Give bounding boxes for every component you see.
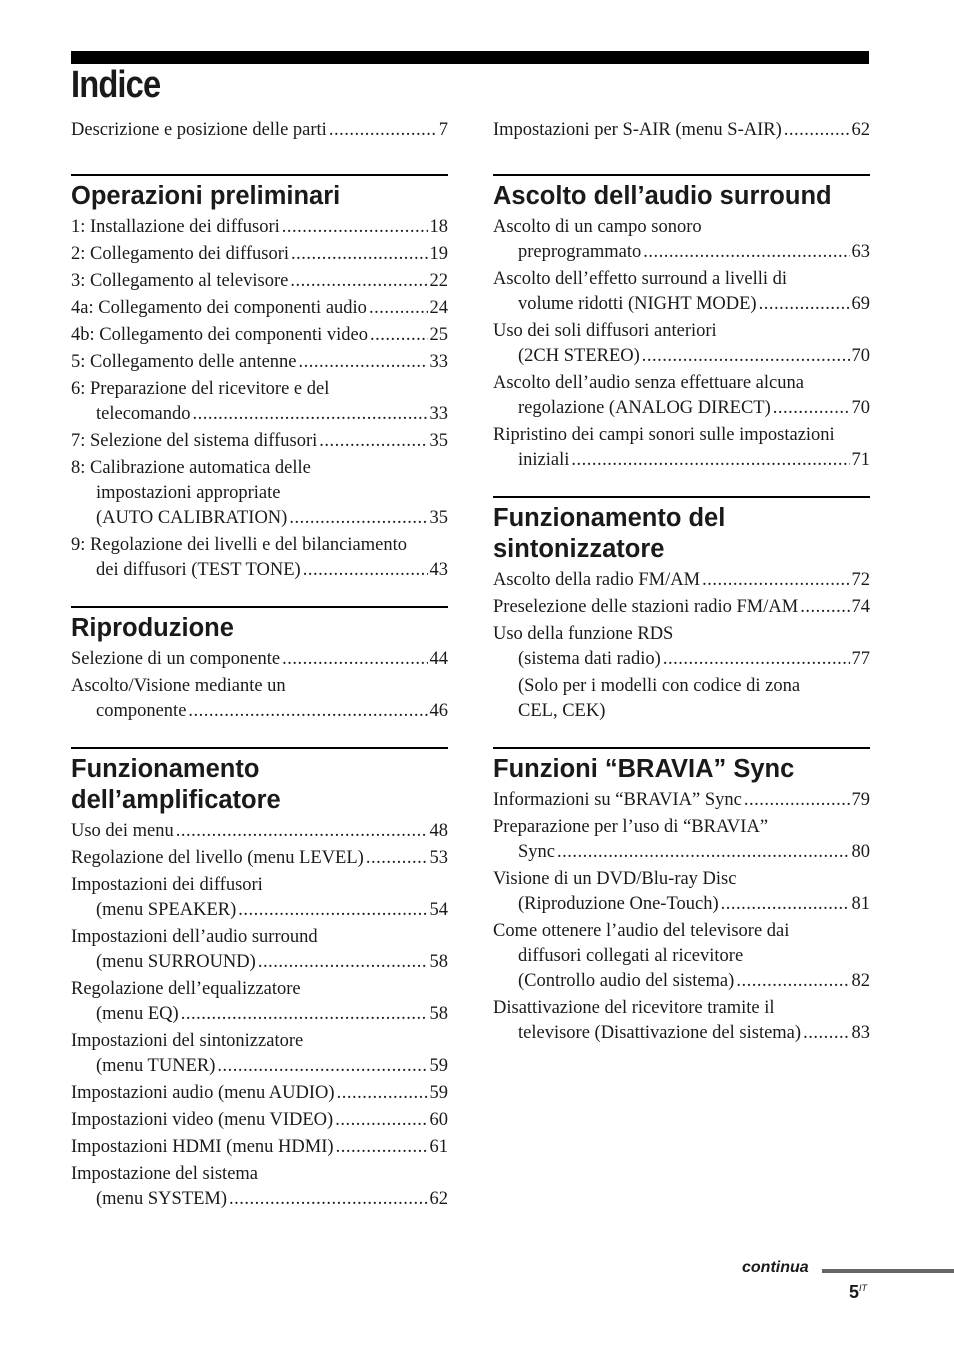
section-heading: Ascolto dell’audio surround — [493, 182, 832, 210]
toc-entry-line — [71, 269, 448, 294]
dot-leader — [319, 429, 427, 454]
toc-entry-line — [71, 1135, 448, 1160]
toc-entry[interactable] — [71, 977, 448, 1027]
toc-entry-line — [493, 396, 870, 421]
toc-section — [71, 118, 448, 143]
toc-entry[interactable] — [71, 1029, 448, 1079]
dot-leader — [800, 595, 849, 620]
toc-page-number: 58 — [429, 1004, 448, 1024]
toc-entry[interactable] — [71, 118, 448, 143]
toc-entry[interactable] — [71, 1162, 448, 1212]
toc-entry[interactable] — [493, 815, 870, 865]
dot-leader — [721, 892, 850, 917]
toc-left-column — [71, 118, 448, 1214]
toc-page-number: 82 — [851, 971, 870, 991]
toc-entry-line — [71, 118, 448, 143]
section-rule — [71, 606, 448, 608]
toc-entry-line — [71, 456, 448, 481]
toc-note: (Solo per i modelli con codice di zona — [518, 676, 801, 696]
toc-entry[interactable] — [493, 371, 870, 421]
section-heading: Funzioni “BRAVIA” Sync — [493, 755, 795, 783]
toc-entry[interactable] — [71, 674, 448, 724]
section-rule — [493, 747, 870, 749]
toc-entry-text: preprogrammato — [518, 242, 642, 262]
toc-entry-text: Ascolto/Visione mediante un — [71, 676, 286, 696]
toc-page-number: 81 — [851, 894, 870, 914]
toc-right-column — [493, 118, 870, 1048]
toc-entry[interactable] — [71, 1081, 448, 1106]
toc-page-number: 59 — [429, 1083, 448, 1103]
toc-entry-line — [493, 944, 870, 969]
toc-entry-line — [71, 1108, 448, 1133]
dot-leader — [642, 344, 850, 369]
toc-entry[interactable] — [71, 323, 448, 348]
toc-entry-text: 2: Collegamento dei diffusori — [71, 244, 290, 264]
toc-page-number: 33 — [429, 352, 448, 372]
toc-entry-line — [493, 1021, 870, 1046]
dot-leader — [303, 558, 428, 583]
toc-entry[interactable] — [493, 267, 870, 317]
dot-leader — [176, 819, 428, 844]
section-heading: Riproduzione — [71, 614, 234, 642]
toc-entry-text: Impostazioni audio (menu AUDIO) — [71, 1083, 335, 1103]
section-heading: Funzionamento del sintonizzatore — [493, 504, 726, 563]
toc-entry-text: (Controllo audio del sistema) — [518, 971, 735, 991]
dot-leader — [282, 647, 427, 672]
toc-section — [71, 174, 448, 583]
toc-entry-text: Informazioni su “BRAVIA” Sync — [493, 790, 742, 810]
toc-entry-line — [493, 448, 870, 473]
toc-entry-text: 8: Calibrazione automatica delle — [71, 458, 311, 478]
toc-page-number: 80 — [851, 842, 870, 862]
toc-entry-line — [493, 292, 870, 317]
toc-entry-text: Preselezione delle stazioni radio FM/AM — [493, 597, 799, 617]
toc-entry-line — [493, 344, 870, 369]
toc-page-number: 58 — [429, 952, 448, 972]
toc-entry-text: dei diffusori (TEST TONE) — [96, 560, 301, 580]
dot-leader — [335, 1108, 427, 1133]
dot-leader — [803, 1021, 849, 1046]
toc-entry-text: Ascolto dell’audio senza effettuare alcuna — [493, 373, 804, 393]
dot-leader — [258, 950, 428, 975]
toc-entry[interactable] — [71, 456, 448, 531]
toc-entry[interactable] — [493, 423, 870, 473]
toc-entry-text: Uso della funzione RDS — [493, 624, 674, 644]
toc-entry-text: Visione di un DVD/Blu-ray Disc — [493, 869, 737, 889]
toc-entry[interactable] — [71, 925, 448, 975]
toc-entry-line — [71, 402, 448, 427]
toc-entry-line — [493, 240, 870, 265]
toc-entry[interactable] — [71, 296, 448, 321]
toc-page-number: 61 — [429, 1137, 448, 1157]
toc-entry-line — [71, 674, 448, 699]
toc-entry[interactable] — [71, 846, 448, 871]
toc-entry-line — [71, 323, 448, 348]
dot-leader — [571, 448, 849, 473]
toc-note: CEL, CEK) — [518, 701, 606, 721]
toc-page-number: 79 — [851, 790, 870, 810]
page-suffix: IT — [859, 1283, 868, 1293]
toc-entry[interactable] — [493, 867, 870, 917]
toc-entry-text: Preparazione per l’uso di “BRAVIA” — [493, 817, 769, 837]
toc-entry-text: 7: Selezione del sistema diffusori — [71, 431, 318, 451]
toc-page-number: 46 — [429, 701, 448, 721]
toc-entry-line — [493, 371, 870, 396]
dot-leader — [336, 1135, 428, 1160]
toc-entry-text: Ascolto dell’effetto surround a livelli di — [493, 269, 788, 289]
toc-page-number: 77 — [851, 649, 870, 669]
toc-page-number: 48 — [429, 821, 448, 841]
toc-page-number: 59 — [429, 1056, 448, 1076]
page-title: Indice — [71, 64, 161, 106]
toc-entry-line — [71, 873, 448, 898]
toc-entry-text: Uso dei menu — [71, 821, 174, 841]
toc-page-number: 63 — [851, 242, 870, 262]
toc-entry[interactable] — [71, 1135, 448, 1160]
toc-entry-text: (sistema dati radio) — [518, 649, 661, 669]
toc-entry[interactable] — [71, 269, 448, 294]
toc-entry-line — [71, 377, 448, 402]
toc-page-number: 25 — [429, 325, 448, 345]
toc-section — [71, 747, 448, 1212]
dot-leader — [291, 242, 427, 267]
toc-entry-text: Impostazioni del sintonizzatore — [71, 1031, 304, 1051]
toc-entry-text: Descrizione e posizione delle parti — [71, 120, 327, 140]
toc-section — [493, 174, 870, 473]
continua-rule — [822, 1269, 954, 1273]
dot-leader — [744, 788, 850, 813]
toc-entry-line — [493, 215, 870, 240]
toc-entry-text: Impostazioni dei diffusori — [71, 875, 263, 895]
toc-page-number: 62 — [429, 1189, 448, 1209]
dot-leader — [290, 269, 427, 294]
toc-entry-text: 4b: Collegamento dei componenti video — [71, 325, 368, 345]
dot-leader — [366, 846, 428, 871]
toc-entry-line — [71, 1054, 448, 1079]
toc-page-number: 43 — [429, 560, 448, 580]
toc-entry-line — [493, 319, 870, 344]
toc-entry-text: volume ridotti (NIGHT MODE) — [518, 294, 757, 314]
toc-entry-text: Impostazioni per S-AIR (menu S-AIR) — [493, 120, 782, 140]
section-rule — [493, 496, 870, 498]
toc-entry-line — [71, 481, 448, 506]
toc-entry-text: televisore (Disattivazione del sistema) — [518, 1023, 802, 1043]
toc-entry-text: (AUTO CALIBRATION) — [96, 508, 288, 528]
toc-entry[interactable] — [493, 788, 870, 813]
continua-label: continua — [742, 1259, 809, 1276]
toc-entry-text: 6: Preparazione del ricevitore e del — [71, 379, 330, 399]
toc-entry-text: impostazioni appropriate — [96, 483, 281, 503]
toc-entry-line — [493, 919, 870, 944]
toc-entry-text: 5: Collegamento delle antenne — [71, 352, 297, 372]
toc-entry-text: (menu TUNER) — [96, 1056, 216, 1076]
toc-entry-text: iniziali — [518, 450, 570, 470]
toc-section — [493, 118, 870, 143]
section-rule — [71, 174, 448, 176]
toc-entry-line — [493, 996, 870, 1021]
toc-entry[interactable] — [71, 873, 448, 923]
toc-entry-line — [493, 595, 870, 620]
toc-entry-line — [71, 699, 448, 724]
toc-entry-line — [71, 1162, 448, 1187]
toc-entry-line — [71, 429, 448, 454]
toc-section — [493, 747, 870, 1046]
toc-entry[interactable] — [493, 568, 870, 593]
toc-page-number: 74 — [851, 597, 870, 617]
toc-entry-text: Impostazioni HDMI (menu HDMI) — [71, 1137, 334, 1157]
toc-page-number: 33 — [429, 404, 448, 424]
toc-entry-line — [493, 840, 870, 865]
toc-page-number: 62 — [851, 120, 870, 140]
toc-entry[interactable] — [71, 429, 448, 454]
toc-entry-text: Impostazione del sistema — [71, 1164, 259, 1184]
page-number: $5^{IT}$ — [849, 1282, 868, 1302]
toc-entry[interactable] — [71, 533, 448, 583]
toc-entry-text: Selezione di un componente — [71, 649, 281, 669]
dot-leader — [181, 1002, 428, 1027]
toc-entry-line — [493, 969, 870, 994]
toc-entry-text: 4a: Collegamento dei componenti audio — [71, 298, 367, 318]
dot-leader — [784, 118, 850, 143]
dot-leader — [289, 506, 427, 531]
dot-leader — [773, 396, 850, 421]
toc-entry-line — [71, 558, 448, 583]
toc-entry-line — [71, 846, 448, 871]
toc-entry[interactable] — [71, 1108, 448, 1133]
dot-leader — [663, 647, 850, 672]
toc-section — [71, 606, 448, 724]
toc-entry-line — [71, 647, 448, 672]
toc-entry-line — [71, 950, 448, 975]
toc-page-number: 18 — [429, 217, 448, 237]
dot-leader — [759, 292, 850, 317]
dot-leader — [337, 1081, 428, 1106]
toc-entry-line — [71, 1081, 448, 1106]
toc-entry-text: Regolazione del livello (menu LEVEL) — [71, 848, 364, 868]
toc-page-number: 35 — [429, 431, 448, 451]
toc-entry-text: (Riproduzione One-Touch) — [518, 894, 719, 914]
toc-entry-line — [493, 788, 870, 813]
toc-entry-line — [493, 815, 870, 840]
toc-entry-text: Impostazioni video (menu VIDEO) — [71, 1110, 334, 1130]
dot-leader — [238, 898, 427, 923]
dot-leader — [193, 402, 428, 427]
dot-leader — [229, 1187, 427, 1212]
toc-entry-line — [71, 1002, 448, 1027]
section-heading: Funzionamento dell’amplificatore — [71, 755, 281, 814]
toc-entry-text: (menu SPEAKER) — [96, 900, 237, 920]
toc-entry[interactable] — [71, 647, 448, 672]
toc-page-number: 7 — [438, 120, 448, 140]
dot-leader — [369, 296, 428, 321]
toc-page-number: 35 — [429, 508, 448, 528]
toc-entry-text: (menu SYSTEM) — [96, 1189, 228, 1209]
toc-entry-text: Ripristino dei campi sonori sulle impostazioni — [493, 425, 835, 445]
toc-entry-text: (menu EQ) — [96, 1004, 179, 1024]
dot-leader — [329, 118, 437, 143]
toc-entry-line — [493, 892, 870, 917]
title-rule — [71, 51, 869, 64]
dot-leader — [702, 568, 849, 593]
toc-entry-line — [493, 423, 870, 448]
toc-entry-line — [493, 118, 870, 143]
section-heading: Operazioni preliminari — [71, 182, 341, 210]
toc-page-number: 24 — [429, 298, 448, 318]
toc-entry-text: (menu SURROUND) — [96, 952, 256, 972]
toc-entry[interactable] — [493, 996, 870, 1046]
toc-entry[interactable] — [71, 819, 448, 844]
toc-entry[interactable] — [71, 215, 448, 240]
toc-entry-line — [71, 898, 448, 923]
toc-entry-text: Regolazione dell’equalizzatore — [71, 979, 301, 999]
dot-leader — [299, 350, 428, 375]
toc-entry[interactable] — [493, 622, 870, 672]
toc-page-number: 53 — [429, 848, 448, 868]
toc-entry-line — [71, 977, 448, 1002]
toc-entry-text: 3: Collegamento al televisore — [71, 271, 289, 291]
toc-entry-text: (2CH STEREO) — [518, 346, 640, 366]
dot-leader — [217, 1054, 427, 1079]
toc-page-number: 54 — [429, 900, 448, 920]
toc-section — [493, 496, 870, 724]
section-rule — [71, 747, 448, 749]
toc-entry-text: Impostazioni dell’audio surround — [71, 927, 318, 947]
toc-entry-line — [493, 647, 870, 672]
toc-entry-text: Ascolto della radio FM/AM — [493, 570, 701, 590]
toc-entry-line — [493, 568, 870, 593]
toc-entry-line — [493, 267, 870, 292]
toc-entry[interactable] — [71, 350, 448, 375]
toc-entry[interactable] — [493, 319, 870, 369]
toc-entry-text: regolazione (ANALOG DIRECT) — [518, 398, 771, 418]
toc-entry-text: 1: Installazione dei diffusori — [71, 217, 280, 237]
toc-page-number: 44 — [429, 649, 448, 669]
dot-leader — [370, 323, 428, 348]
toc-page-number: 83 — [851, 1023, 870, 1043]
toc-page-number: 71 — [851, 450, 870, 470]
toc-entry-text: 9: Regolazione dei livelli e del bilanciamento — [71, 535, 407, 555]
toc-entry-line — [493, 622, 870, 647]
toc-entry-line — [71, 925, 448, 950]
toc-page-number: 69 — [851, 294, 870, 314]
dot-leader — [557, 840, 850, 865]
section-rule — [493, 174, 870, 176]
toc-entry-line — [493, 867, 870, 892]
toc-entry-line — [71, 215, 448, 240]
toc-entry-text: Sync — [518, 842, 555, 862]
toc-entry[interactable] — [71, 242, 448, 267]
toc-entry-line — [71, 506, 448, 531]
toc-page-number: 72 — [851, 570, 870, 590]
toc-page-number: 70 — [851, 398, 870, 418]
toc-entry-line — [71, 1029, 448, 1054]
toc-entry-line — [71, 819, 448, 844]
toc-entry[interactable] — [493, 118, 870, 143]
toc-entry-text: Come ottenere l’audio del televisore dai — [493, 921, 790, 941]
toc-entry-text: diffusori collegati al ricevitore — [518, 946, 744, 966]
toc-entry-text: Ascolto di un campo sonoro — [493, 217, 702, 237]
dot-leader — [188, 699, 427, 724]
toc-entry-line — [71, 350, 448, 375]
toc-entry-text: telecomando — [96, 404, 191, 424]
toc-page-number: 19 — [429, 244, 448, 264]
toc-entry[interactable] — [493, 215, 870, 265]
toc-entry[interactable] — [71, 377, 448, 427]
toc-entry[interactable] — [493, 595, 870, 620]
toc-page-number: 60 — [429, 1110, 448, 1130]
toc-entry-line — [71, 533, 448, 558]
toc-page-number: 70 — [851, 346, 870, 366]
dot-leader — [282, 215, 428, 240]
toc-entry-line — [71, 296, 448, 321]
toc-entry-line — [71, 1187, 448, 1212]
dot-leader — [643, 240, 849, 265]
toc-entry-line — [71, 242, 448, 267]
toc-page-number: 22 — [429, 271, 448, 291]
toc-entry[interactable] — [493, 919, 870, 994]
toc-entry-text: Disattivazione del ricevitore tramite il — [493, 998, 775, 1018]
toc-entry-text: Uso dei soli diffusori anteriori — [493, 321, 717, 341]
toc-entry-text: componente — [96, 701, 187, 721]
dot-leader — [736, 969, 849, 994]
